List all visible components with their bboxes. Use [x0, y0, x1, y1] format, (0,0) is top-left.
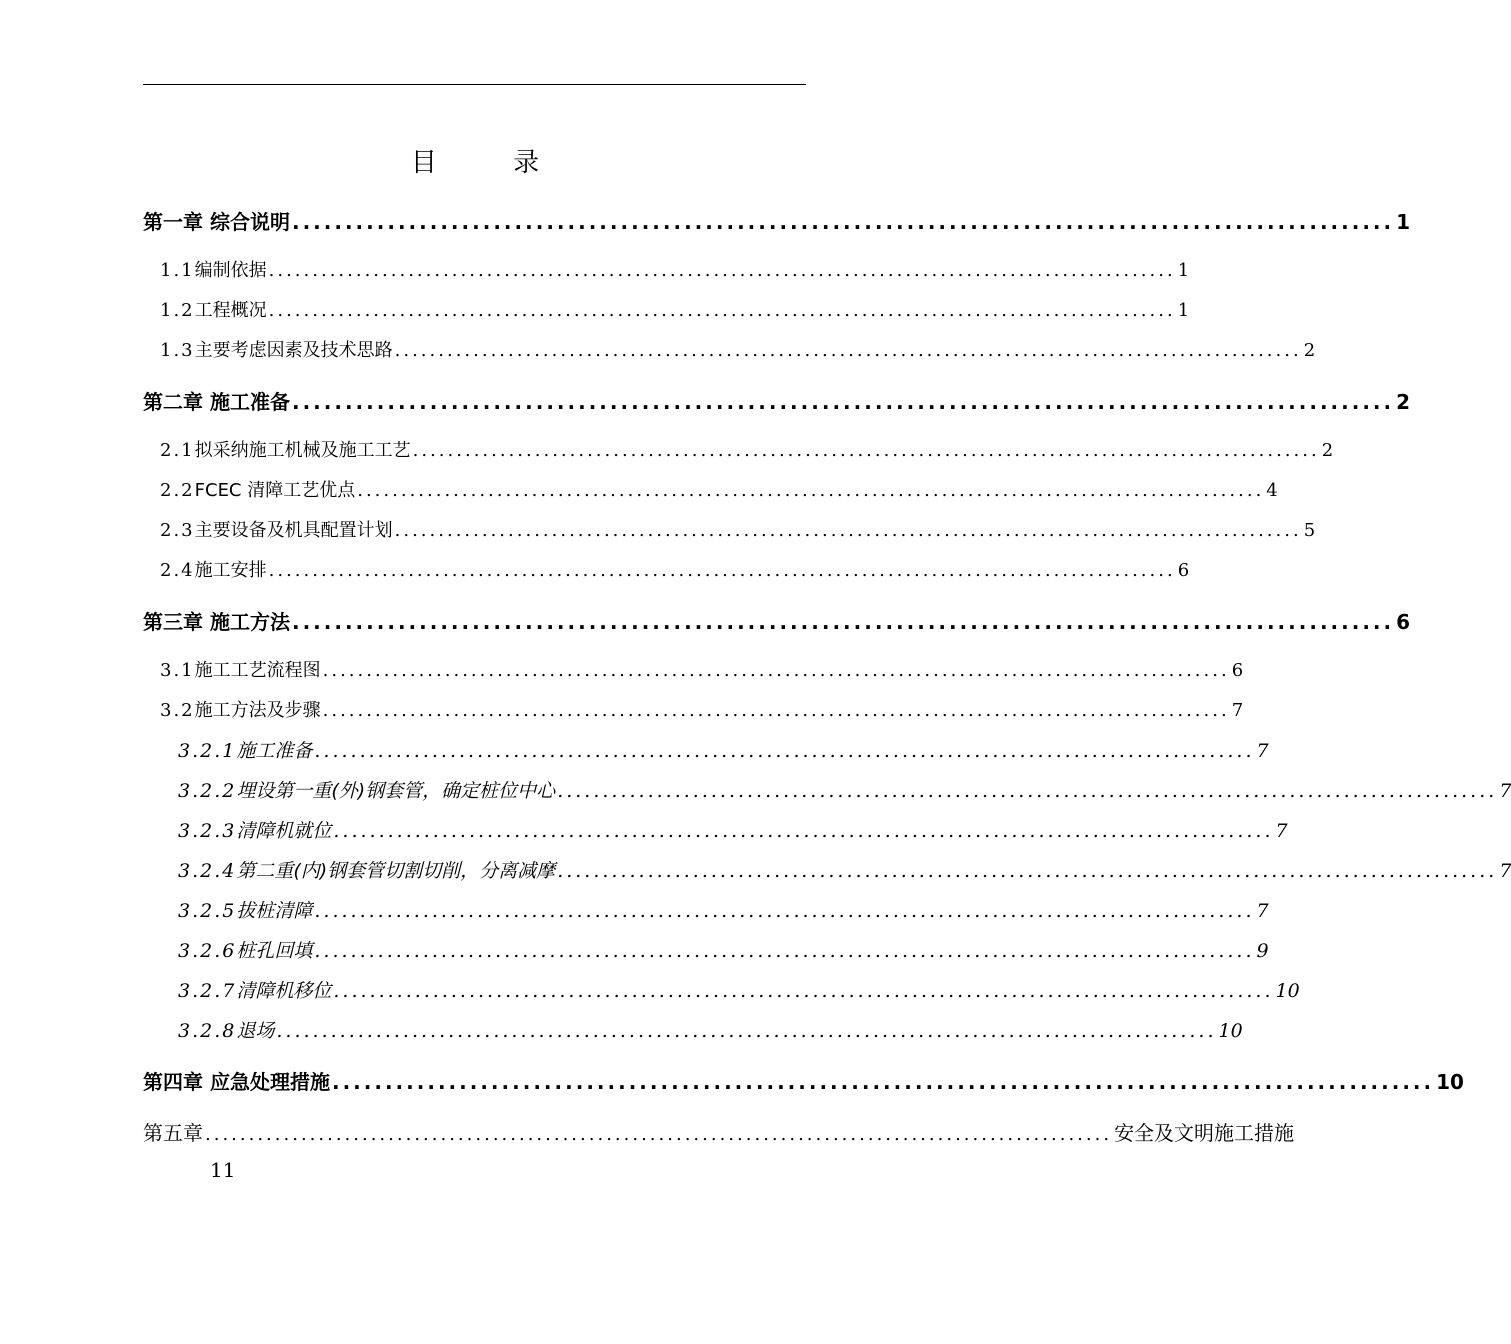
- dot-leader: ........................................................................................................: [412, 440, 1320, 461]
- dot-leader: ........................................................................................................: [394, 340, 1302, 361]
- toc-entry-label: 主要考虑因素及技术思路: [194, 340, 393, 361]
- toc-entry-label: 清障机就位: [236, 820, 332, 842]
- dot-leader: ........................................................................................................: [394, 520, 1302, 541]
- section-number: 3.2.5: [178, 900, 237, 922]
- section-number: 3.2: [160, 700, 195, 721]
- toc-entry-label: 施工方法及步骤: [194, 700, 321, 721]
- header-rule: [143, 84, 806, 85]
- toc-entry-3-2[interactable]: [160, 694, 1244, 728]
- toc-page-number: 10: [1275, 980, 1300, 1002]
- toc-page-number: 7: [1499, 860, 1511, 882]
- toc-page-number: 1: [1177, 300, 1190, 321]
- dot-leader: ........................................................................................................: [268, 560, 1176, 581]
- toc-entry-label: 第二重(内)钢套管切割切削，分离减摩: [236, 860, 556, 882]
- toc-entry-3-2-1[interactable]: [178, 734, 1269, 768]
- toc-entry-label: 拟采纳施工机械及施工工艺: [194, 440, 411, 461]
- dot-leader: ........................................................................................................: [314, 740, 1255, 762]
- dot-leader: ........................................................................................................: [314, 940, 1255, 962]
- section-number: 1.2: [160, 300, 195, 321]
- toc-entry-label: 埋设第一重(外)钢套管，确定桩位中心: [236, 780, 556, 802]
- section-number: 2.1: [160, 440, 195, 461]
- section-number: 3.2.4: [178, 860, 237, 882]
- toc-entry-3-2-8[interactable]: [178, 1014, 1243, 1048]
- toc-entry-1-1[interactable]: [160, 254, 1190, 288]
- dot-leader: ........................................................................................................: [291, 390, 1395, 414]
- toc-entry-label: FCEC 清障工艺优点: [194, 480, 356, 501]
- toc-page-number: 2: [1303, 340, 1316, 361]
- toc-page-number: 1: [1177, 260, 1190, 281]
- dot-leader: ........................................................................................................: [333, 980, 1274, 1002]
- toc-entry-label: 第三章 施工方法: [143, 610, 290, 634]
- toc-entry-3-2-3[interactable]: [178, 814, 1288, 848]
- dot-leader: ........................................................................................................: [322, 660, 1230, 681]
- toc-page-number: 10: [1218, 1020, 1243, 1042]
- dot-leader: ........................................................................................................: [322, 700, 1230, 721]
- toc-entry-label: 主要设备及机具配置计划: [194, 520, 393, 541]
- toc-page-number: 7: [1231, 700, 1244, 721]
- dot-leader: ........................................................................................................: [331, 1070, 1435, 1094]
- toc-entry-chapter-3[interactable]: [143, 605, 1411, 639]
- dot-leader: ........................................................................................................: [291, 610, 1395, 634]
- toc-page-number: 4: [1266, 480, 1278, 501]
- toc-page-number: 6: [1177, 560, 1190, 581]
- toc-entry-label: 第五章: [143, 1121, 203, 1145]
- dot-leader: ........................................................................................................: [276, 1020, 1217, 1042]
- toc-entry-1-2[interactable]: [160, 294, 1190, 328]
- toc-entry-label: 第一章 综合说明: [143, 210, 290, 234]
- section-number: 3.2.3: [178, 820, 237, 842]
- section-number: 2.4: [160, 560, 195, 581]
- toc-entry-chapter-1[interactable]: [143, 205, 1411, 239]
- toc-page-number: 2: [1321, 440, 1334, 461]
- toc-entry-label: 第二章 施工准备: [143, 390, 290, 414]
- toc-entry-chapter-2[interactable]: [143, 385, 1411, 419]
- toc-page-number: 1: [1396, 210, 1411, 234]
- toc-entry-label: 施工安排: [194, 560, 267, 581]
- section-number: 3.2.2: [178, 780, 237, 802]
- toc-entry-label: 编制依据: [194, 260, 267, 281]
- section-number: 3.2.6: [178, 940, 237, 962]
- dot-leader: ........................................................................................................: [268, 260, 1176, 281]
- toc-entry-2-3[interactable]: [160, 514, 1316, 548]
- toc-entry-label: 工程概况: [194, 300, 267, 321]
- toc-page-number: 5: [1303, 520, 1316, 541]
- section-number: 1.3: [160, 340, 195, 361]
- dot-leader: ........................................................................................................: [557, 860, 1498, 882]
- dot-leader: ........................................................................................................: [205, 1124, 1113, 1145]
- toc-page-number: 6: [1396, 610, 1411, 634]
- section-number: 3.2.8: [178, 1020, 237, 1042]
- toc-entry-chapter-4[interactable]: [143, 1065, 1464, 1099]
- toc-page-number: 2: [1396, 390, 1411, 414]
- dot-leader: ........................................................................................................: [268, 300, 1176, 321]
- toc-entry-2-4[interactable]: [160, 554, 1190, 588]
- toc-entry-3-2-6[interactable]: [178, 934, 1269, 968]
- toc-entry-3-2-4[interactable]: [178, 854, 1511, 888]
- dot-leader: ........................................................................................................: [557, 780, 1498, 802]
- toc-page-number: 7: [1275, 820, 1288, 842]
- toc-page-number: 9: [1256, 940, 1269, 962]
- section-number: 3.2.1: [178, 740, 237, 762]
- toc-entry-2-1[interactable]: [160, 434, 1334, 468]
- toc-entry-3-2-7[interactable]: [178, 974, 1300, 1008]
- toc-page-number: 10: [1436, 1070, 1464, 1094]
- toc-entry-3-2-5[interactable]: [178, 894, 1269, 928]
- toc-entry-label: 桩孔回填: [236, 940, 313, 962]
- toc-page-number-chapter-5: 11: [210, 1158, 236, 1182]
- toc-entry-title-continued: 安全及文明施工措施: [1114, 1121, 1295, 1145]
- section-number: 1.1: [160, 260, 195, 281]
- section-number: 2.2: [160, 480, 195, 501]
- toc-entry-chapter-5[interactable]: [143, 1116, 1295, 1150]
- toc-page-number: 7: [1256, 900, 1269, 922]
- toc-entry-label: 拔桩清障: [236, 900, 313, 922]
- toc-entry-3-1[interactable]: [160, 654, 1244, 688]
- dot-leader: ........................................................................................................: [314, 900, 1255, 922]
- toc-entry-1-3[interactable]: [160, 334, 1316, 368]
- toc-page-number: 6: [1231, 660, 1244, 681]
- toc-page-number: 7: [1256, 740, 1269, 762]
- toc-title: 目 录: [410, 148, 574, 178]
- section-number: 3.2.7: [178, 980, 237, 1002]
- toc-entry-label: 退场: [236, 1020, 275, 1042]
- toc-page-number: 7: [1499, 780, 1511, 802]
- toc-entry-label: 施工工艺流程图: [194, 660, 321, 681]
- toc-entry-3-2-2[interactable]: [178, 774, 1511, 808]
- toc-entry-label: 第四章 应急处理措施: [143, 1070, 330, 1094]
- dot-leader: ........................................................................................................: [357, 480, 1265, 501]
- toc-entry-label: 清障机移位: [236, 980, 332, 1002]
- toc-entry-2-2[interactable]: [160, 474, 1278, 508]
- dot-leader: ........................................................................................................: [333, 820, 1274, 842]
- toc-entry-label: 施工准备: [236, 740, 313, 762]
- dot-leader: ........................................................................................................: [291, 210, 1395, 234]
- section-number: 2.3: [160, 520, 195, 541]
- section-number: 3.1: [160, 660, 195, 681]
